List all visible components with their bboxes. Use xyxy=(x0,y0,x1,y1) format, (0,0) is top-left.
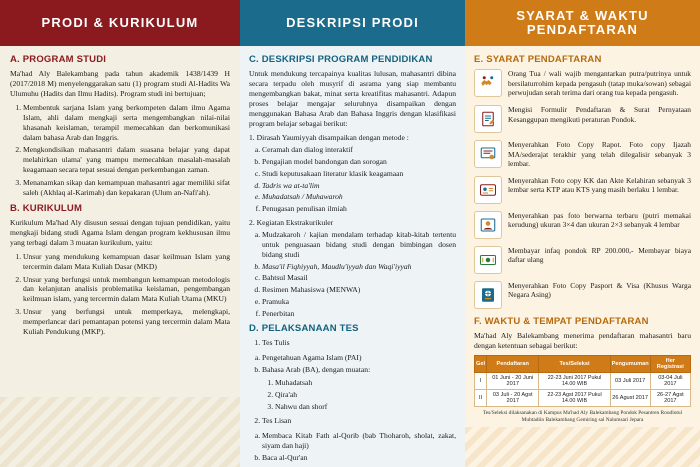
list-item: f. Penugasan penulisan ilmiah xyxy=(262,204,456,214)
table-cell: 01 Juni - 20 Juni 2017 xyxy=(487,372,539,389)
list-item: e. Muhadatsah / Muhawaroh xyxy=(262,192,456,202)
list-tes-tulis-items xyxy=(249,353,456,375)
table-cell: 03 Juli 2017 xyxy=(610,372,650,389)
requirement-text: Menyerahkan pas foto berwarna terbaru (putri memakai kerudung) ukuran 3×4 dan ukuran 2×3 sebanyak 4 lembar xyxy=(508,210,691,230)
table-note: Tes/Seleksi dilaksanakan di Kampus Ma'had Aly Balekambang Pondok Pesantren Roudlotul Mubtadiin Balekambang Gemiring sal Nalumsari Jepara xyxy=(482,409,683,423)
list-item: c. Bahtsul Masail xyxy=(262,273,456,283)
requirement-item xyxy=(474,140,691,169)
requirement-text: Menyerahkan Foto Copy Pasport & Visa (Khusus Warga Negara Asing) xyxy=(508,280,691,300)
list-item: c. Studi keputusakaan literatur klasik keagamaan xyxy=(262,169,456,179)
list-item: 2. Tes Lisan xyxy=(262,416,456,426)
list-item: e. Pramuka xyxy=(262,297,456,307)
list-item: 3. Unsur yang berfungsi untuk memperkaya, melengkapi, memperlancar dari pemantapan potensi yang tercermin dalam Mata Kuliah Pendukung (MKP). xyxy=(23,307,230,337)
list-bahasa-arab-muatan xyxy=(249,378,456,412)
heading-pelaksanaan-tes: D. PELAKSANAAN TES xyxy=(249,322,359,334)
table-cell: 22-23 Agst 2017 Pukul 14.00 WIB xyxy=(539,389,610,406)
heading-kurikulum: B. KURIKULUM xyxy=(10,202,83,214)
list-item: 1. Muhadatsah xyxy=(275,378,456,388)
heading-waktu-tempat: F. WAKTU & TEMPAT PENDAFTARAN xyxy=(474,315,649,327)
list-item: f. Penerbitan xyxy=(262,309,456,319)
requirement-text: Mengisi Formulir Pendaftaran & Surat Pernyataan Kesanggupan mengikuti peraturan Pondok. xyxy=(508,104,691,124)
header-title-deskripsi: DESKRIPSI PRODI xyxy=(240,0,465,46)
content-body xyxy=(0,46,700,467)
requirement-text: Membayar infaq pondok RP 200.000,- Membayar biaya daftar ulang xyxy=(508,245,691,265)
requirement-item xyxy=(474,176,691,204)
header-bar xyxy=(0,0,700,46)
column-syarat-waktu xyxy=(465,46,700,467)
table-cell: 26-27 Agst 2017 xyxy=(650,389,690,406)
decorative-pattern-left xyxy=(0,397,240,467)
table-cell: II xyxy=(475,389,487,406)
requirement-text: Menyerahkan Foto Copy Rapot. Foto copy Ijazah MA/sederajat terakhir yang telah dilegalisir sebanyak 3 lembar. xyxy=(508,139,691,169)
requirement-text: Menyerahkan Foto copy KK dan Akte Kelahiran sebanyak 3 lembar serta KTP atau KTS yang masih berlaku 1 lembar. xyxy=(508,175,691,195)
requirement-item xyxy=(474,105,691,133)
certificate-icon xyxy=(474,140,502,168)
header-title-syarat: SYARAT & WAKTU PENDAFTARAN xyxy=(465,0,700,46)
list-item: 3. Menanamkan sikap dan kemampuan mahasantri agar memiliki sifat saleh (Akhlaq al-Karimah) dan kepakaran (Ulum an-Nafi'ah). xyxy=(23,178,230,198)
header-title-prodi: PRODI & KURIKULUM xyxy=(0,0,240,46)
column-header: Pendaftaran xyxy=(487,355,539,372)
id-card-icon xyxy=(474,176,502,204)
list-item: b. Pengajian model bandongan dan sorogan xyxy=(262,157,456,167)
table-cell: 26 Agust 2017 xyxy=(610,389,650,406)
heading-deskripsi-program: C. DESKRIPSI PROGRAM PENDIDIKAN xyxy=(249,54,433,65)
registration-schedule-table xyxy=(474,355,691,407)
column-header: Gel xyxy=(475,355,487,372)
list-item: 1. Membentuk sarjana Islam yang berkompeten dalam ilmu Agama Islam, ahli dalam mengkaji serta mengembangkan nilai-nilai khasanah keislaman, terampil memecahkan dan berkomunikasi dalam bahasa Arab dan Inggris. xyxy=(23,103,230,142)
list-item: b. Bahasa Arab (BA), dengan muatan: xyxy=(262,365,456,375)
list-item: d. Tadris wa at-ta'lim xyxy=(262,181,456,191)
list-item: 2. Mengkondisikan mahasantri dalam suasana belajar yang dapat melahirkan ulama' yang mampu memecahkan masalah-masalah keagamaan secara tepat sesuai dengan perkembangan zaman. xyxy=(23,145,230,175)
paragraph-program-studi: Ma'had Aly Balekambang pada tahun akademik 1438/1439 H (2017/2018 M) menyelenggarakan satu (1) program studi Al-Hadits Wa Ulumuhu (Hadits dan Ilmu Hadits). Program studi ini bertujuan; xyxy=(10,69,230,99)
money-icon xyxy=(474,246,502,274)
label-dirasah-yaumiyyah: 1. Dirasah Yaumiyyah disampaikan dengan metode : xyxy=(249,133,409,143)
list-tes-lisan-items xyxy=(249,431,456,463)
form-icon xyxy=(474,105,502,133)
column-header: Tes/Seleksi xyxy=(539,355,610,372)
list-item: 1. Unsur yang mendukung kemampuan dasar keilmuan Islam yang tercermin dalam Mata Kuliah Dasar (MKD) xyxy=(23,252,230,272)
heading-program-studi: A. PROGRAM STUDI xyxy=(10,54,107,65)
table-cell: I xyxy=(475,372,487,389)
list-item: b. Baca al-Qur'an xyxy=(262,453,456,463)
list-item: a. Mudzakaroh / kajian mendalam terhadap kitab-kitab tertentu untuk penguasaan bidang studi dengan bimbingan dosen bidang studi xyxy=(262,230,456,260)
decorative-pattern-right xyxy=(465,427,700,467)
list-program-studi-goals xyxy=(10,103,230,198)
paragraph-kurikulum: Kurikulum Ma'had Aly disusun sesuai dengan tujuan pendidikan, yaitu mengkaji bidang studi Agama Islam dengan program kekhususan ilmu yang terbagi dalam 3 muatan kurikulum, yaitu: xyxy=(10,217,230,247)
table-row xyxy=(475,389,691,406)
column-deskripsi-prodi xyxy=(240,46,465,467)
list-item: a. Membaca Kitab Fath al-Qorib (bab Thoharoh, sholat, zakat, siyam dan haji) xyxy=(262,431,456,451)
column-header: Her Registrasi xyxy=(650,355,690,372)
table-cell: 03 Juli - 20 Agst 2017 xyxy=(487,389,539,406)
requirement-item xyxy=(474,281,691,309)
label-ekstrakurikuler: 2. Kegiatan Ekstrakurikuler xyxy=(249,218,334,228)
list-item: 1. Tes Tulis xyxy=(262,338,456,348)
column-header: Pengumuman xyxy=(610,355,650,372)
paragraph-waktu-tempat: Ma'had Aly Balekambang menerima pendaftaran mahasantri baru dengan ketentuan sebagai berikut: xyxy=(474,330,691,350)
heading-syarat-pendaftaran: E. SYARAT PENDAFTARAN xyxy=(474,54,602,65)
list-tes-lisan xyxy=(249,416,456,426)
requirement-text: Orang Tua / wali wajib mengantarkan putra/putrinya untuk bersilaturrohim kepada pengasuh (tatap muka/sowan) sebagai perwujudan serah terima dari orang tua kepada pengasuh. xyxy=(508,69,691,98)
passport-icon xyxy=(474,281,502,309)
list-item: d. Resimen Mahasiswa (MENWA) xyxy=(262,285,456,295)
table-row xyxy=(475,372,691,389)
requirement-item xyxy=(474,246,691,274)
list-item: 2. Unsur yang berfungsi untuk membangun kemampuan metodologis dan kelanjutan analisis problematika keislaman, pengembangan keilmuan islam, yang tercermin dalam Mata Kuliah Utama (MKU) xyxy=(23,275,230,305)
list-item: 2. Qira'ah xyxy=(275,390,456,400)
list-item: a. Pengetahuan Agama Islam (PAI) xyxy=(262,353,456,363)
list-item: a. Ceramah dan dialog interaktif xyxy=(262,145,456,155)
table-cell: 03-04 Juli 2017 xyxy=(650,372,690,389)
column-prodi-kurikulum xyxy=(0,46,240,467)
photo-icon xyxy=(474,211,502,239)
table-header-row xyxy=(475,355,691,372)
list-tes xyxy=(249,338,456,348)
table-cell: 22-23 Juni 2017 Pukul 14.00 WIB xyxy=(539,372,610,389)
list-item: b. Masa'il Fiqhiyyah, Maudlu'iyyah dan Waqi'iyyah xyxy=(262,262,456,272)
list-ekstrakurikuler xyxy=(249,230,456,319)
list-item: 3. Nahwu dan shorf xyxy=(275,402,456,412)
list-metode-dirasah xyxy=(249,145,456,214)
requirement-item xyxy=(474,211,691,239)
requirement-item xyxy=(474,69,691,98)
paragraph-deskripsi: Untuk mendukung tercapainya kualitas lulusan, mahasantri dibina secara terpadu oleh musyrif di asrama yang siap membantu mengembangkan bakat, minat serta kreatifitas mahasantri. Adapun proses belajar mengajar seluruhnya disampaikan dengan menggunakan Bahasa Arab dan Bahasa Inggris dengan klasifikasi program belajar sebagai berikut: xyxy=(249,69,456,129)
handshake-icon xyxy=(474,69,502,97)
list-kurikulum-components xyxy=(10,252,230,337)
